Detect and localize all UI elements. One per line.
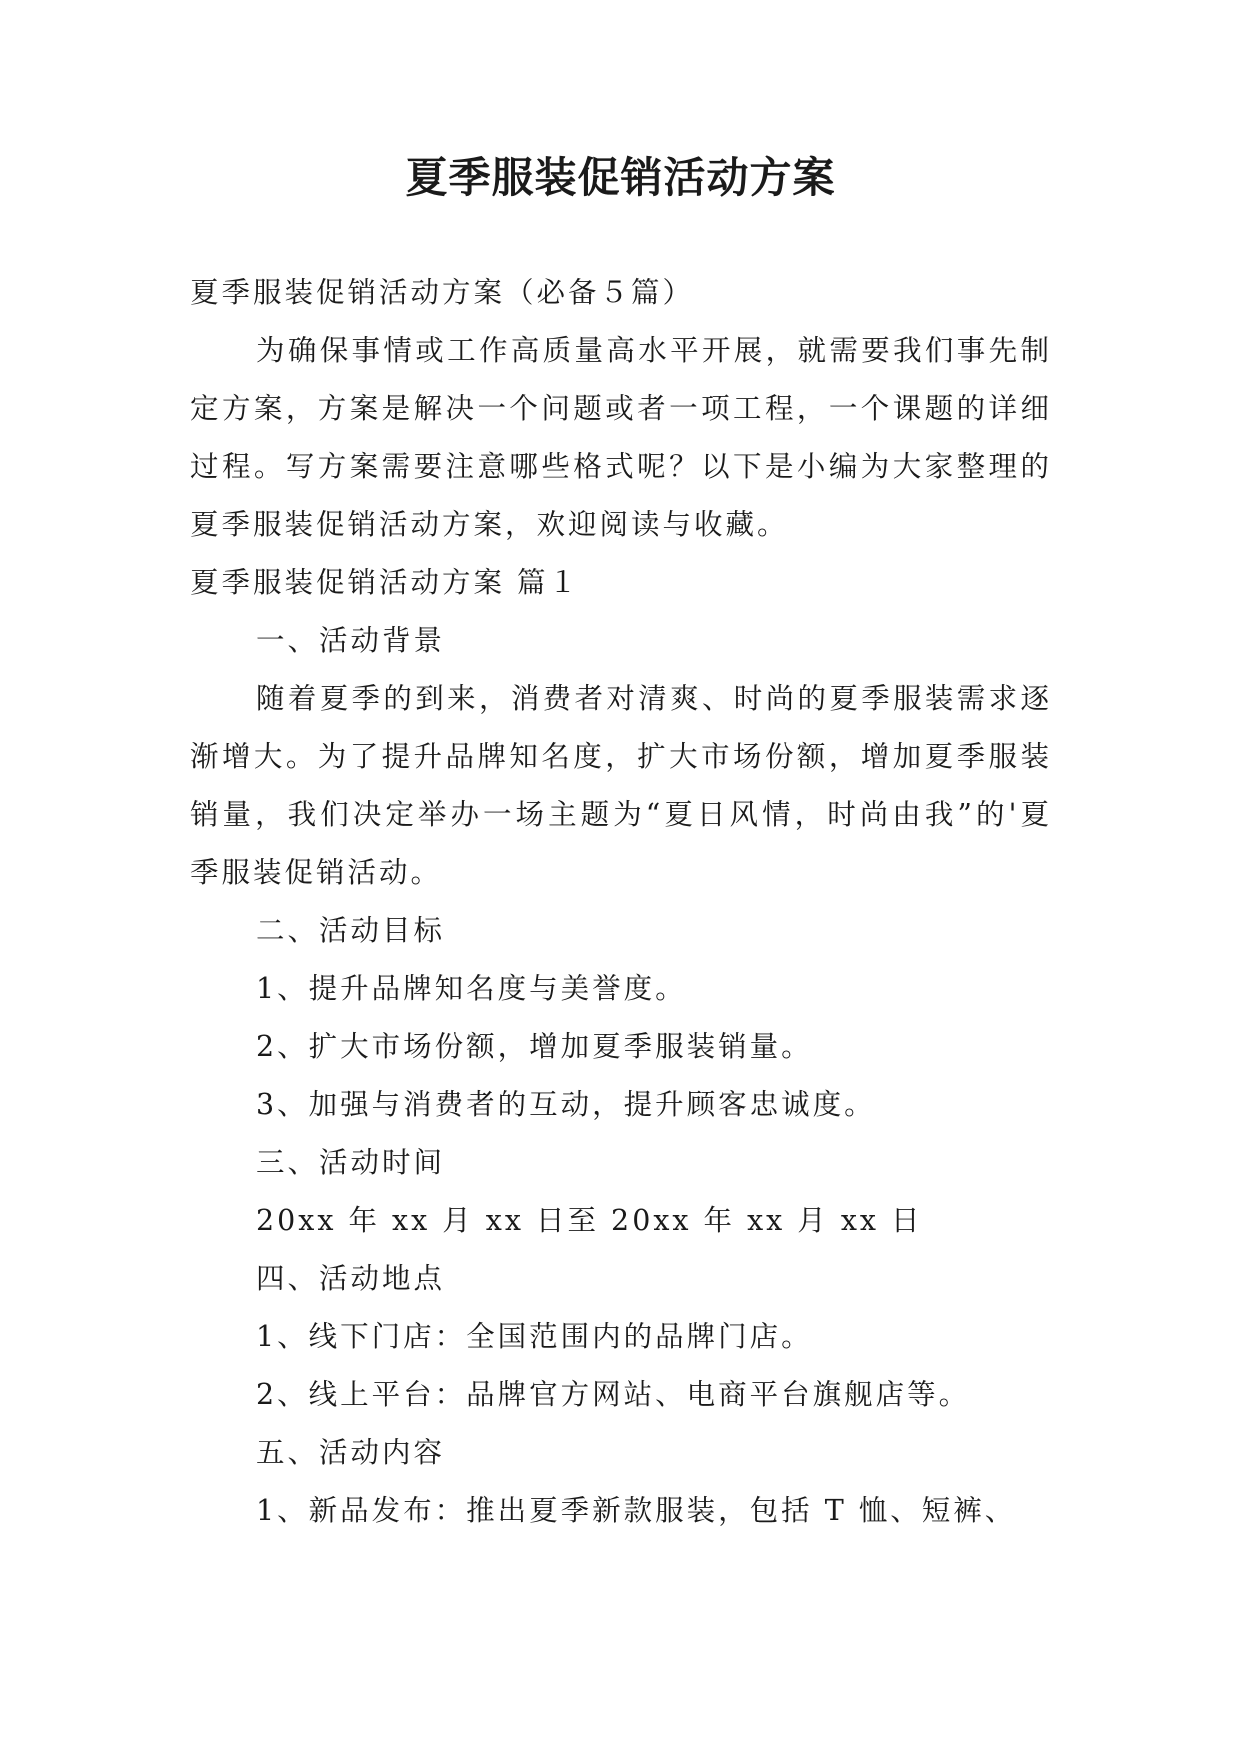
goal-item: 1、提升品牌知名度与美誉度。 bbox=[256, 972, 687, 1005]
heading-goals: 二、活动目标 bbox=[256, 914, 446, 947]
heading-background: 一、活动背景 bbox=[256, 624, 446, 657]
location-item: 1、线下门店：全国范围内的品牌门店。 bbox=[256, 1320, 813, 1353]
document-body bbox=[190, 264, 1052, 1540]
intro-paragraph: 为确保事情或工作高质量高水平开展，就需要我们事先制定方案，方案是解决一个问题或者一项工程，一个课题的详细过程。写方案需要注意哪些格式呢？以下是小编为大家整理的夏季服装促销活动方案，欢迎阅读与收藏。 bbox=[190, 334, 1052, 541]
activity-time: 20xx 年 xx 月 xx 日至 20xx 年 xx 月 xx 日 bbox=[256, 1204, 923, 1237]
section-title: 夏季服装促销活动方案 篇１ bbox=[190, 566, 581, 599]
location-item: 2、线上平台：品牌官方网站、电商平台旗舰店等。 bbox=[256, 1378, 971, 1411]
goal-item: 2、扩大市场份额，增加夏季服装销量。 bbox=[256, 1030, 813, 1063]
heading-location: 四、活动地点 bbox=[256, 1262, 446, 1295]
background-paragraph: 随着夏季的到来，消费者对清爽、时尚的夏季服装需求逐渐增大。为了提升品牌知名度，扩大市场份额，增加夏季服装销量，我们决定举办一场主题为“夏日风情，时尚由我”的'夏季服装促销活动。 bbox=[190, 682, 1052, 889]
content-item: 1、新品发布：推出夏季新款服装，包括 T 恤、短裤、 bbox=[256, 1494, 1017, 1527]
heading-content: 五、活动内容 bbox=[256, 1436, 446, 1469]
document-subtitle: 夏季服装促销活动方案（必备５篇） bbox=[190, 276, 695, 309]
goal-item: 3、加强与消费者的互动，提升顾客忠诚度。 bbox=[256, 1088, 876, 1121]
document-title: 夏季服装促销活动方案 bbox=[405, 153, 836, 202]
heading-time: 三、活动时间 bbox=[256, 1146, 446, 1179]
